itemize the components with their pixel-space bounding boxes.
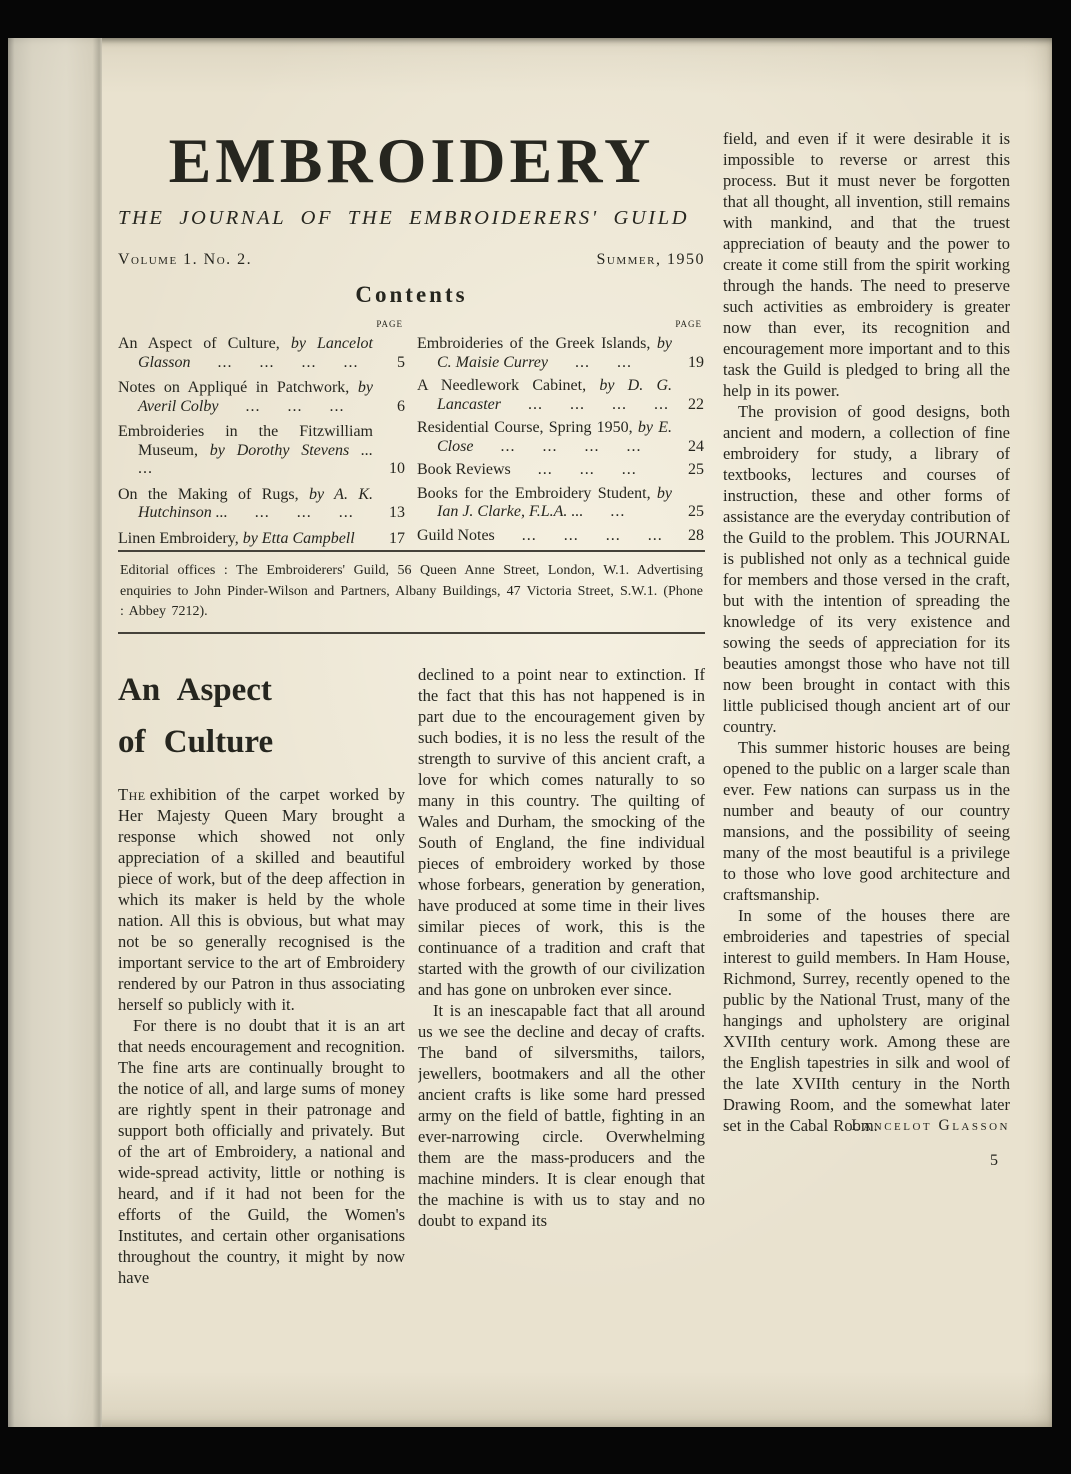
article-column-1 [118,664,405,1322]
editorial-note: Editorial offices : The Embroiderers' Guild, 56 Queen Anne Street, London, W.1. Advertising enquiries to John Pinder-Wilson and Partners, Albany Buildings, 47 Victoria Street, S.W.1. (Phone : Abbey 7212). [120,563,703,619]
table-of-contents [118,316,705,550]
toc-entry-leaders: ... ... ... [218,397,345,415]
issue-info-line [118,250,705,270]
toc-entry-leaders: ... ... ... ... [501,395,669,413]
toc-entry-title: Books for the Embroidery Student, [417,484,657,502]
toc-entry [417,485,704,522]
toc-entry-page: 10 [389,460,405,477]
toc-entry-title: Linen Embroidery, [118,529,243,547]
toc-entry-leaders: ... ... ... [510,461,637,478]
page-column-label: page [675,316,702,330]
toc-entry-title: A Needlework Cabinet, [417,377,600,394]
page-gutter-shadow [8,38,102,1427]
article-body-columns [118,664,705,1322]
toc-entry [118,423,405,479]
toc-entry-title: Embroideries in the Fitzwilliam Museum, [118,423,373,459]
toc-entry-byline: by E. Close [437,419,673,455]
toc-entry-page: 5 [397,353,405,371]
toc-right-column [417,316,704,550]
toc-entry-byline: by Lancelot Glasson [138,335,374,371]
toc-entry-byline: by Dorothy Stevens ... [209,441,373,459]
toc-entry-title: Notes on Appliqué in Patchwork, [118,379,358,396]
article-signature: Lancelot Glasson [851,1117,1010,1134]
paragraph-text: exhibition of the carpet worked by Her Majesty Queen Mary brought a response which showed not only appreciation of a skilled and beautiful piece of work, but of the deep affection in which its maker is held by the whole nation. All this is obvious, but what may not be so generally recognised is the important service to the art of Embroidery rendered by our Patron in thus associating herself so publicly with it. [118,784,405,1014]
toc-entry [417,335,704,372]
article-column-3 [723,128,1010,1322]
toc-entry-byline: by Ian J. Clarke, F.L.A. ... [437,484,672,520]
toc-entry-page: 13 [389,504,405,521]
toc-entry-title: Residential Course, Spring 1950, [417,419,638,436]
toc-left-column [118,316,405,550]
toc-entry-leaders: ... ... ... ... [494,526,663,544]
journal-title: EMBROIDERY [168,125,655,196]
toc-entry-title: Embroideries of the Greek Islands, [417,335,657,352]
toc-entry [118,486,405,523]
page-number: 5 [990,1152,998,1169]
toc-entry [118,335,405,372]
toc-entry-page: 28 [688,526,704,544]
toc-entry-title: Book Reviews [417,461,511,478]
contents-heading: Contents [355,282,468,307]
toc-entry-byline: by Etta Campbell [242,529,355,547]
toc-entry-page: 17 [389,529,405,547]
toc-entry-byline: by Averil Colby [138,379,373,415]
toc-entry [417,419,704,456]
toc-entry [118,530,405,549]
paragraph: declined to a point near to extinction. If the fact that this has not happened is in part due to the encouragement given by such bodies, it is no less the result of the strength to survive of this ancient craft, a love for which comes naturally to so many in this country. The quilting of Wales and Durham, the smocking of the South of England, the fine individual pieces of embroidery worked by those whose forbears, generation by generation, have produced at some time in their lives similar pieces of work, this is the continuance of a tradition and craft that started with the growth of our civilization and has gone on unbroken ever since. [418,664,705,999]
paragraph: It is an inescapable fact that all around us we see the decline and decay of crafts. The band of silversmiths, tailors, jewellers, bootmakers and all the other ancient crafts is like some hard pressed army on the field of battle, fighting in an ever-narrowing circle. Overwhelming them are the mass-producers and the machine minders. It is clear enough that the machine is with us to stay and no doubt to expand its [418,1000,705,1230]
journal-subtitle: THE JOURNAL OF THE EMBROIDERERS' GUILD [118,207,690,229]
article-column-2 [418,664,705,1322]
toc-entry-leaders: ... [583,503,626,520]
paragraph: field, and even if it were desirable it is impossible to reverse or arrest this process. But it must never be forgotten that all thought, all invention, still remains with mankind, and that the truest appreciation of beauty and the power to create it come still from the spirit working through the hands. The need to preserve such activities as embroidery is greater now than ever, its recognition and encouragement more important and to this task the Guild is pledged to bring all the help in its power. [723,129,1010,400]
toc-entry-title: On the Making of Rugs, [118,485,309,503]
issue-date: Summer, 1950 [596,251,705,268]
article-title-line2: of Culture [118,723,274,760]
toc-entry [417,377,704,414]
toc-entry-leaders: ... ... ... [227,504,354,521]
toc-entry-page: 6 [397,397,405,415]
toc-entry-leaders: ... [138,460,153,477]
paragraph: In some of the houses there are embroideries and tapestries of special interest to guild members. In Ham House, Richmond, Surrey, recently opened to the public by the National Trust, many of the hangings and upholstery are original XVIIth century work. Among these are the English tapestries in silk and wool of the late XVIIth century in the North Drawing Room, and the somewhat later set in the Cabal Room. [723,906,1010,1135]
toc-entry-leaders: ... ... [547,353,632,371]
toc-entry-page: 19 [688,353,704,371]
article-title-line1: An Aspect [118,671,272,708]
toc-entry-page: 22 [688,395,704,413]
toc-entry-byline: by A. K. Hutchinson ... [138,485,373,521]
paragraph: This summer historic houses are being opened to the public on a larger scale than ever. Few nations can surpass us in the number and beauty of our country mansions, and the possibility of seeing many of the most beautiful is a privilege to those who love good architecture and craftsmanship. [723,738,1010,904]
volume-label: Volume 1. No. 2. [118,251,253,268]
toc-entry-page: 24 [688,437,704,455]
paragraph: The provision of good designs, both ancient and modern, a collection of fine embroidery for study, a library of textbooks, lectures and courses of instruction, these and other forms of assistance are the everyday contribution of the Guild to the problem. This JOURNAL is published not only as a technical guide for members and those versed in the craft, but with the intention of spreading the knowledge of its very existence and sowing the seeds of appreciation for its beauties amongst those who have not till now been brought in contact with this little publicised though ancient art of our country. [723,402,1010,736]
toc-entry [417,461,704,480]
paragraph [118,784,405,1015]
main-column-area [118,125,705,1322]
paragraph-lead: The [118,784,146,804]
toc-entry-page: 25 [688,461,704,478]
toc-entry-leaders: ... ... ... ... [190,353,359,371]
divider-rule-bottom [118,632,705,634]
toc-entry [417,527,704,546]
page-content [118,125,1010,1322]
paper-page [8,38,1052,1427]
toc-entry-byline: by D. G. Lancaster [437,377,673,413]
toc-entry-title: Guild Notes [417,526,495,544]
toc-entry-byline: by C. Maisie Currey [437,335,672,371]
article-title [118,664,405,768]
toc-entry-page: 25 [688,503,704,520]
toc-entry-title: An Aspect of Culture, [118,335,291,352]
page-column-label: page [376,316,403,330]
toc-entry [118,379,405,416]
toc-entry-leaders: ... ... ... ... [473,437,642,455]
paragraph: For there is no doubt that it is an art that needs encouragement and recognition. The fine arts are continually brought to the notice of all, and large sums of money are rightly spent in their patronage and support both officially and privately. But of the art of Embroidery, a national and wide-spread activity, little or nothing is heard, and if it had not been for the efforts of the Guild, the Women's Institutes, and certain other organisations throughout the country, it might by now have [118,1015,405,1287]
